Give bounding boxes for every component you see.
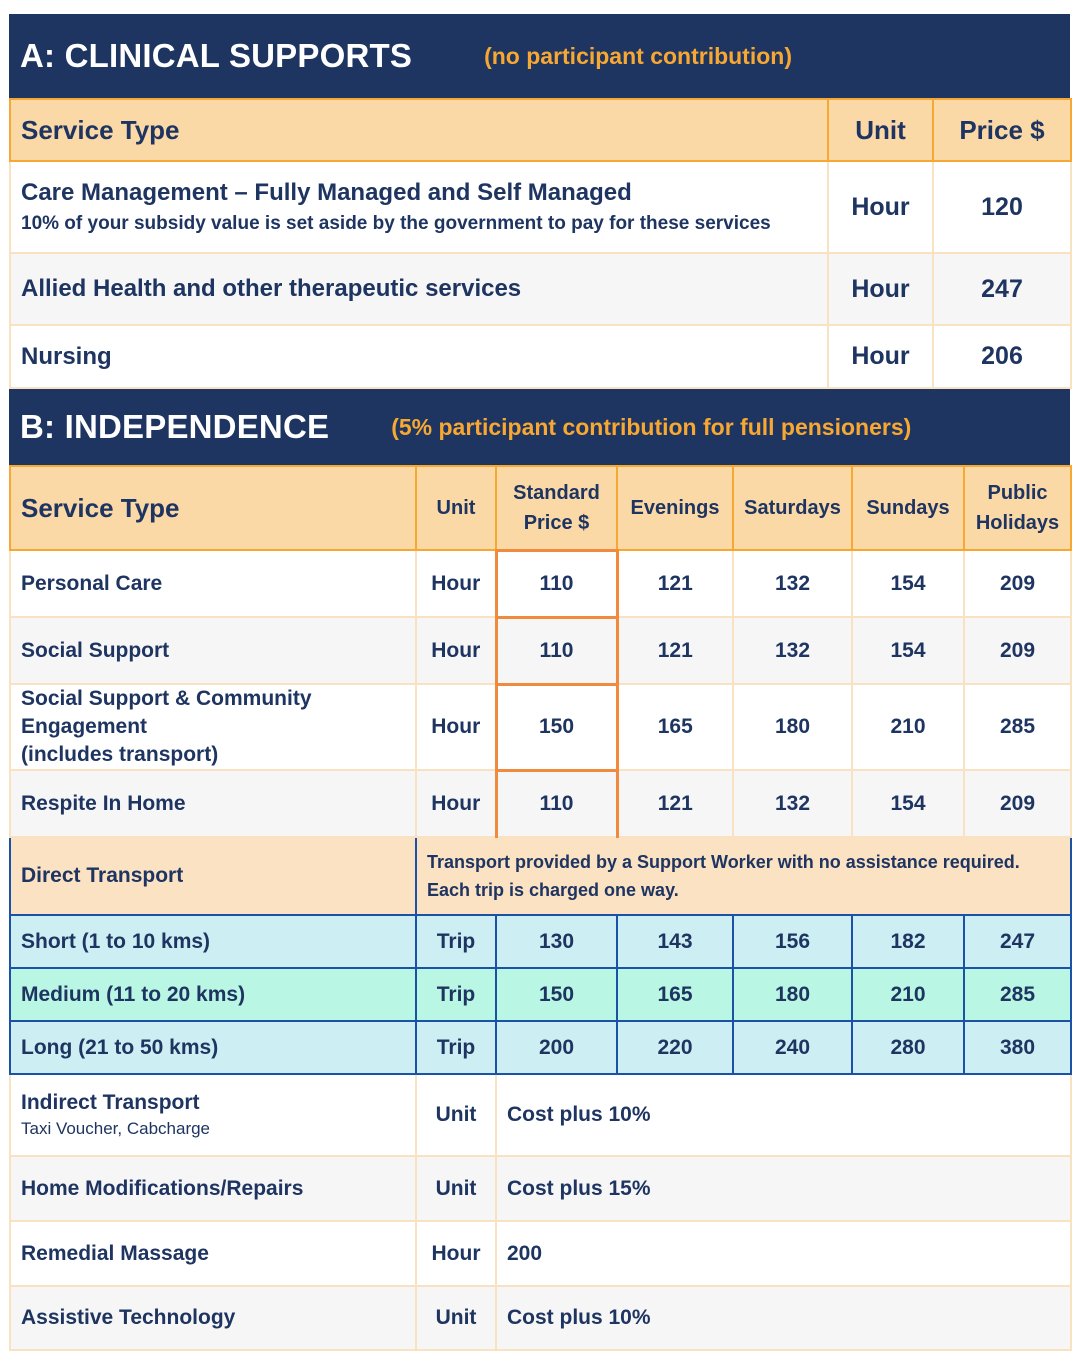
standard-price-cell: 150 [496,684,617,770]
transport-row-long [10,1021,1071,1074]
saturdays-cell: 132 [733,617,852,684]
service-name: Social Support [10,617,416,684]
price-cell: 200 [496,1221,1071,1286]
price-cell: Cost plus 15% [496,1156,1071,1221]
header-unit: Unit [828,99,933,161]
section-b-title: B: INDEPENDENCE [20,408,330,445]
standard-price-cell: 200 [496,1021,617,1074]
unit-cell: Hour [416,684,496,770]
service-name: Personal Care [10,550,416,617]
transport-row-medium [10,968,1071,1021]
unit-cell: Hour [416,1221,496,1286]
sundays-cell: 154 [852,770,964,837]
standard-price-cell: 150 [496,968,617,1021]
price-cell: 120 [933,161,1071,253]
header-public-line1: Public [987,482,1048,504]
section-a-title: A: CLINICAL SUPPORTS [20,37,413,74]
public-holidays-cell: 209 [964,770,1071,837]
section-a-note: (no participant contribution) [484,42,792,69]
table-row [10,1156,1071,1221]
service-name: Medium (11 to 20 kms) [10,968,416,1021]
price-cell: 206 [933,325,1071,388]
table-row [10,770,1071,837]
sundays-cell: 182 [852,915,964,968]
standard-price-cell: 130 [496,915,617,968]
table-row [10,1286,1071,1350]
saturdays-cell: 180 [733,968,852,1021]
evenings-cell: 121 [617,617,733,684]
service-name: Care Management – Fully Managed and Self Managed [21,179,632,206]
saturdays-cell: 156 [733,915,852,968]
unit-cell: Hour [416,550,496,617]
sundays-cell: 210 [852,684,964,770]
direct-transport-label: Direct Transport [10,837,416,915]
independence-table [9,465,1072,1351]
evenings-cell: 143 [617,915,733,968]
header-sundays: Sundays [852,466,964,550]
transport-row-short [10,915,1071,968]
price-cell: 247 [933,253,1071,325]
evenings-cell: 220 [617,1021,733,1074]
unit-cell: Unit [416,1156,496,1221]
sundays-cell: 154 [852,550,964,617]
evenings-cell: 165 [617,968,733,1021]
service-note: 10% of your subsidy value is set aside by the government to pay for these services [21,213,771,234]
service-name: Long (21 to 50 kms) [10,1021,416,1074]
service-name: Allied Health and other therapeutic services [10,253,828,325]
service-name: Home Modifications/Repairs [10,1156,416,1221]
service-name: Social Support & Community Engagement [21,687,312,738]
header-standard-line2: Price $ [523,511,590,534]
evenings-cell: 121 [617,550,733,617]
unit-cell: Hour [416,770,496,837]
unit-cell: Trip [416,968,496,1021]
saturdays-cell: 240 [733,1021,852,1074]
standard-price-cell: 110 [496,770,617,837]
service-name: Assistive Technology [10,1286,416,1350]
header-standard-line1: Standard [513,481,600,504]
service-name: Indirect Transport [21,1091,200,1114]
saturdays-cell: 132 [733,550,852,617]
section-a-header [9,14,1070,98]
saturdays-cell: 132 [733,770,852,837]
table-row [10,253,1071,325]
table-header-row [10,99,1071,161]
header-public-holidays [964,466,1071,550]
direct-transport-desc-line1: Transport provided by a Support Worker with no assistance required. [427,852,1020,872]
direct-transport-description [416,837,1071,915]
service-name: Short (1 to 10 kms) [10,915,416,968]
unit-cell: Unit [416,1286,496,1350]
service-cell [10,161,828,253]
service-name: Nursing [10,325,828,388]
table-row [10,161,1071,253]
service-name: Respite In Home [10,770,416,837]
public-holidays-cell: 209 [964,617,1071,684]
table-row [10,550,1071,617]
header-saturdays: Saturdays [733,466,852,550]
evenings-cell: 121 [617,770,733,837]
price-cell: Cost plus 10% [496,1074,1071,1156]
unit-cell: Hour [828,161,933,253]
table-header-row [10,466,1071,550]
standard-price-cell: 110 [496,550,617,617]
pricing-sheet [9,14,1070,1351]
price-cell: Cost plus 10% [496,1286,1071,1350]
unit-cell: Hour [828,253,933,325]
section-b-header [9,389,1070,465]
service-note: Taxi Voucher, Cabcharge [21,1119,211,1138]
clinical-supports-table [9,98,1072,389]
service-name-line2: (includes transport) [21,743,219,766]
unit-cell: Unit [416,1074,496,1156]
service-name: Remedial Massage [10,1221,416,1286]
unit-cell: Trip [416,915,496,968]
table-row [10,1221,1071,1286]
table-row [10,325,1071,388]
table-row [10,1074,1071,1156]
header-evenings: Evenings [617,466,733,550]
unit-cell: Hour [828,325,933,388]
header-service-type: Service Type [10,466,416,550]
unit-cell: Trip [416,1021,496,1074]
header-public-line2: Holidays [975,512,1060,534]
header-standard-price [496,466,617,550]
public-holidays-cell: 380 [964,1021,1071,1074]
direct-transport-row [10,837,1071,915]
header-price: Price $ [933,99,1071,161]
sundays-cell: 280 [852,1021,964,1074]
table-row [10,617,1071,684]
public-holidays-cell: 285 [964,968,1071,1021]
standard-price-cell: 110 [496,617,617,684]
public-holidays-cell: 247 [964,915,1071,968]
public-holidays-cell: 285 [964,684,1071,770]
header-service-type: Service Type [10,99,828,161]
public-holidays-cell: 209 [964,550,1071,617]
header-unit: Unit [416,466,496,550]
sundays-cell: 210 [852,968,964,1021]
sundays-cell: 154 [852,617,964,684]
service-cell [10,684,416,770]
unit-cell: Hour [416,617,496,684]
saturdays-cell: 180 [733,684,852,770]
table-row [10,684,1071,770]
evenings-cell: 165 [617,684,733,770]
section-b-note: (5% participant contribution for full pensioners) [391,413,912,440]
direct-transport-desc-line2: Each trip is charged one way. [427,880,679,900]
service-cell [10,1074,416,1156]
